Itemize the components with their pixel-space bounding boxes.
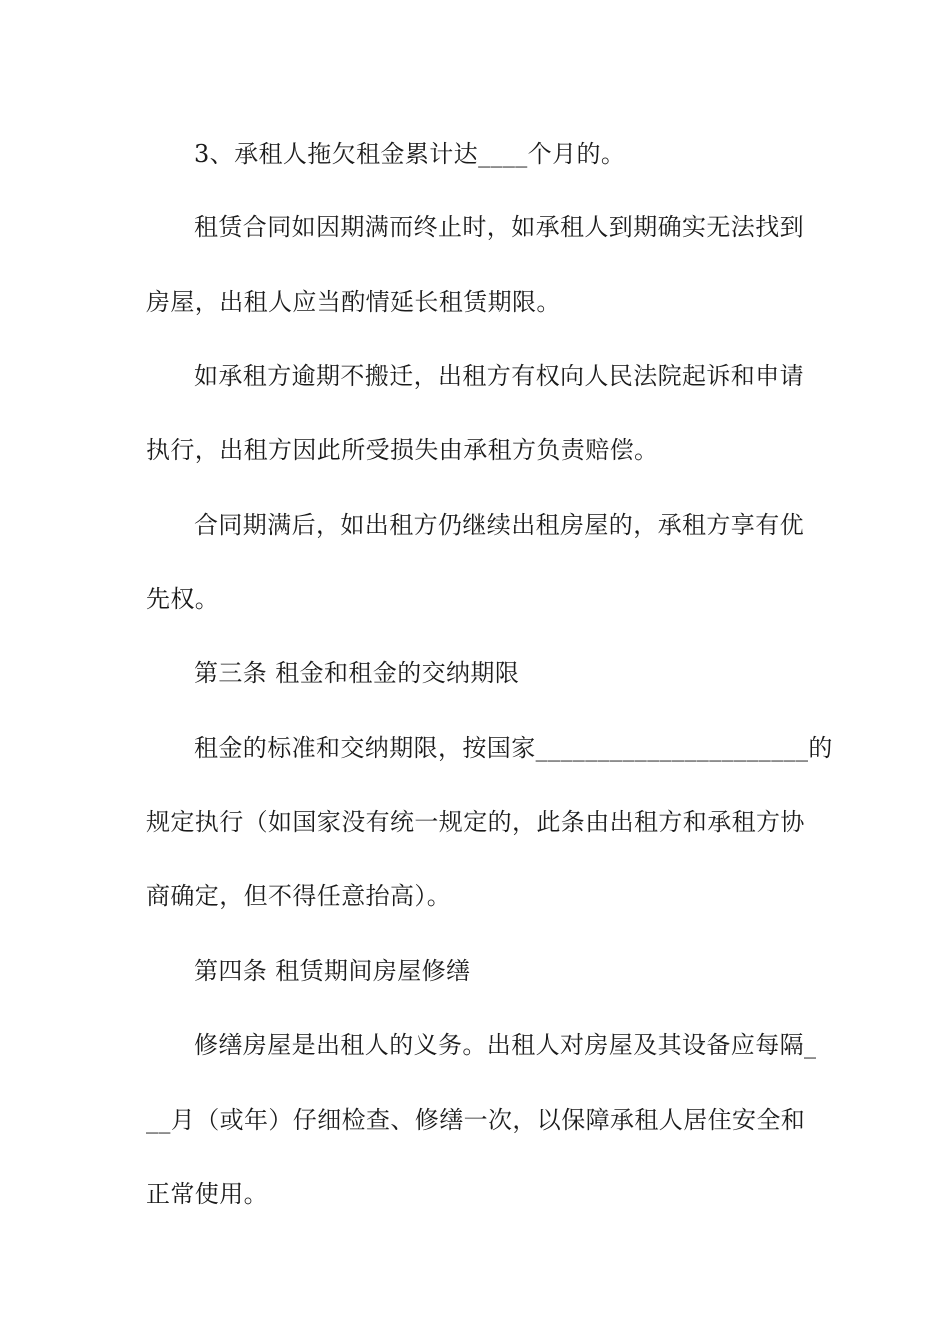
section-heading: 第三条 租金和租金的交纳期限 bbox=[194, 659, 520, 687]
paragraph-line: 房屋，出租人应当酌情延长租赁期限。 bbox=[146, 288, 561, 316]
paragraph-line: __月（或年）仔细检查、修缮一次，以保障承租人居住安全和 bbox=[146, 1106, 806, 1134]
paragraph-line: 3、承租人拖欠租金累计达____个月的。 bbox=[194, 140, 626, 168]
paragraph-line: 如承租方逾期不搬迁，出租方有权向人民法院起诉和申请 bbox=[194, 362, 804, 390]
paragraph-line: 规定执行（如国家没有统一规定的，此条由出租方和承租方协 bbox=[146, 808, 805, 836]
paragraph-line: 租金的标准和交纳期限，按国家______________________的 bbox=[194, 734, 833, 762]
paragraph-line: 正常使用。 bbox=[146, 1180, 268, 1208]
paragraph-line: 合同期满后，如出租方仍继续出租房屋的，承租方享有优 bbox=[194, 511, 804, 539]
paragraph-line: 商确定，但不得任意抬高）。 bbox=[146, 882, 452, 910]
section-heading: 第四条 租赁期间房屋修缮 bbox=[194, 957, 471, 985]
paragraph-line: 修缮房屋是出租人的义务。出租人对房屋及其设备应每隔_ bbox=[194, 1031, 817, 1059]
paragraph-line: 租赁合同如因期满而终止时，如承租人到期确实无法找到 bbox=[194, 213, 804, 241]
paragraph-line: 执行，出租方因此所受损失由承租方负责赔偿。 bbox=[146, 436, 659, 464]
paragraph-line: 先权。 bbox=[146, 585, 220, 613]
